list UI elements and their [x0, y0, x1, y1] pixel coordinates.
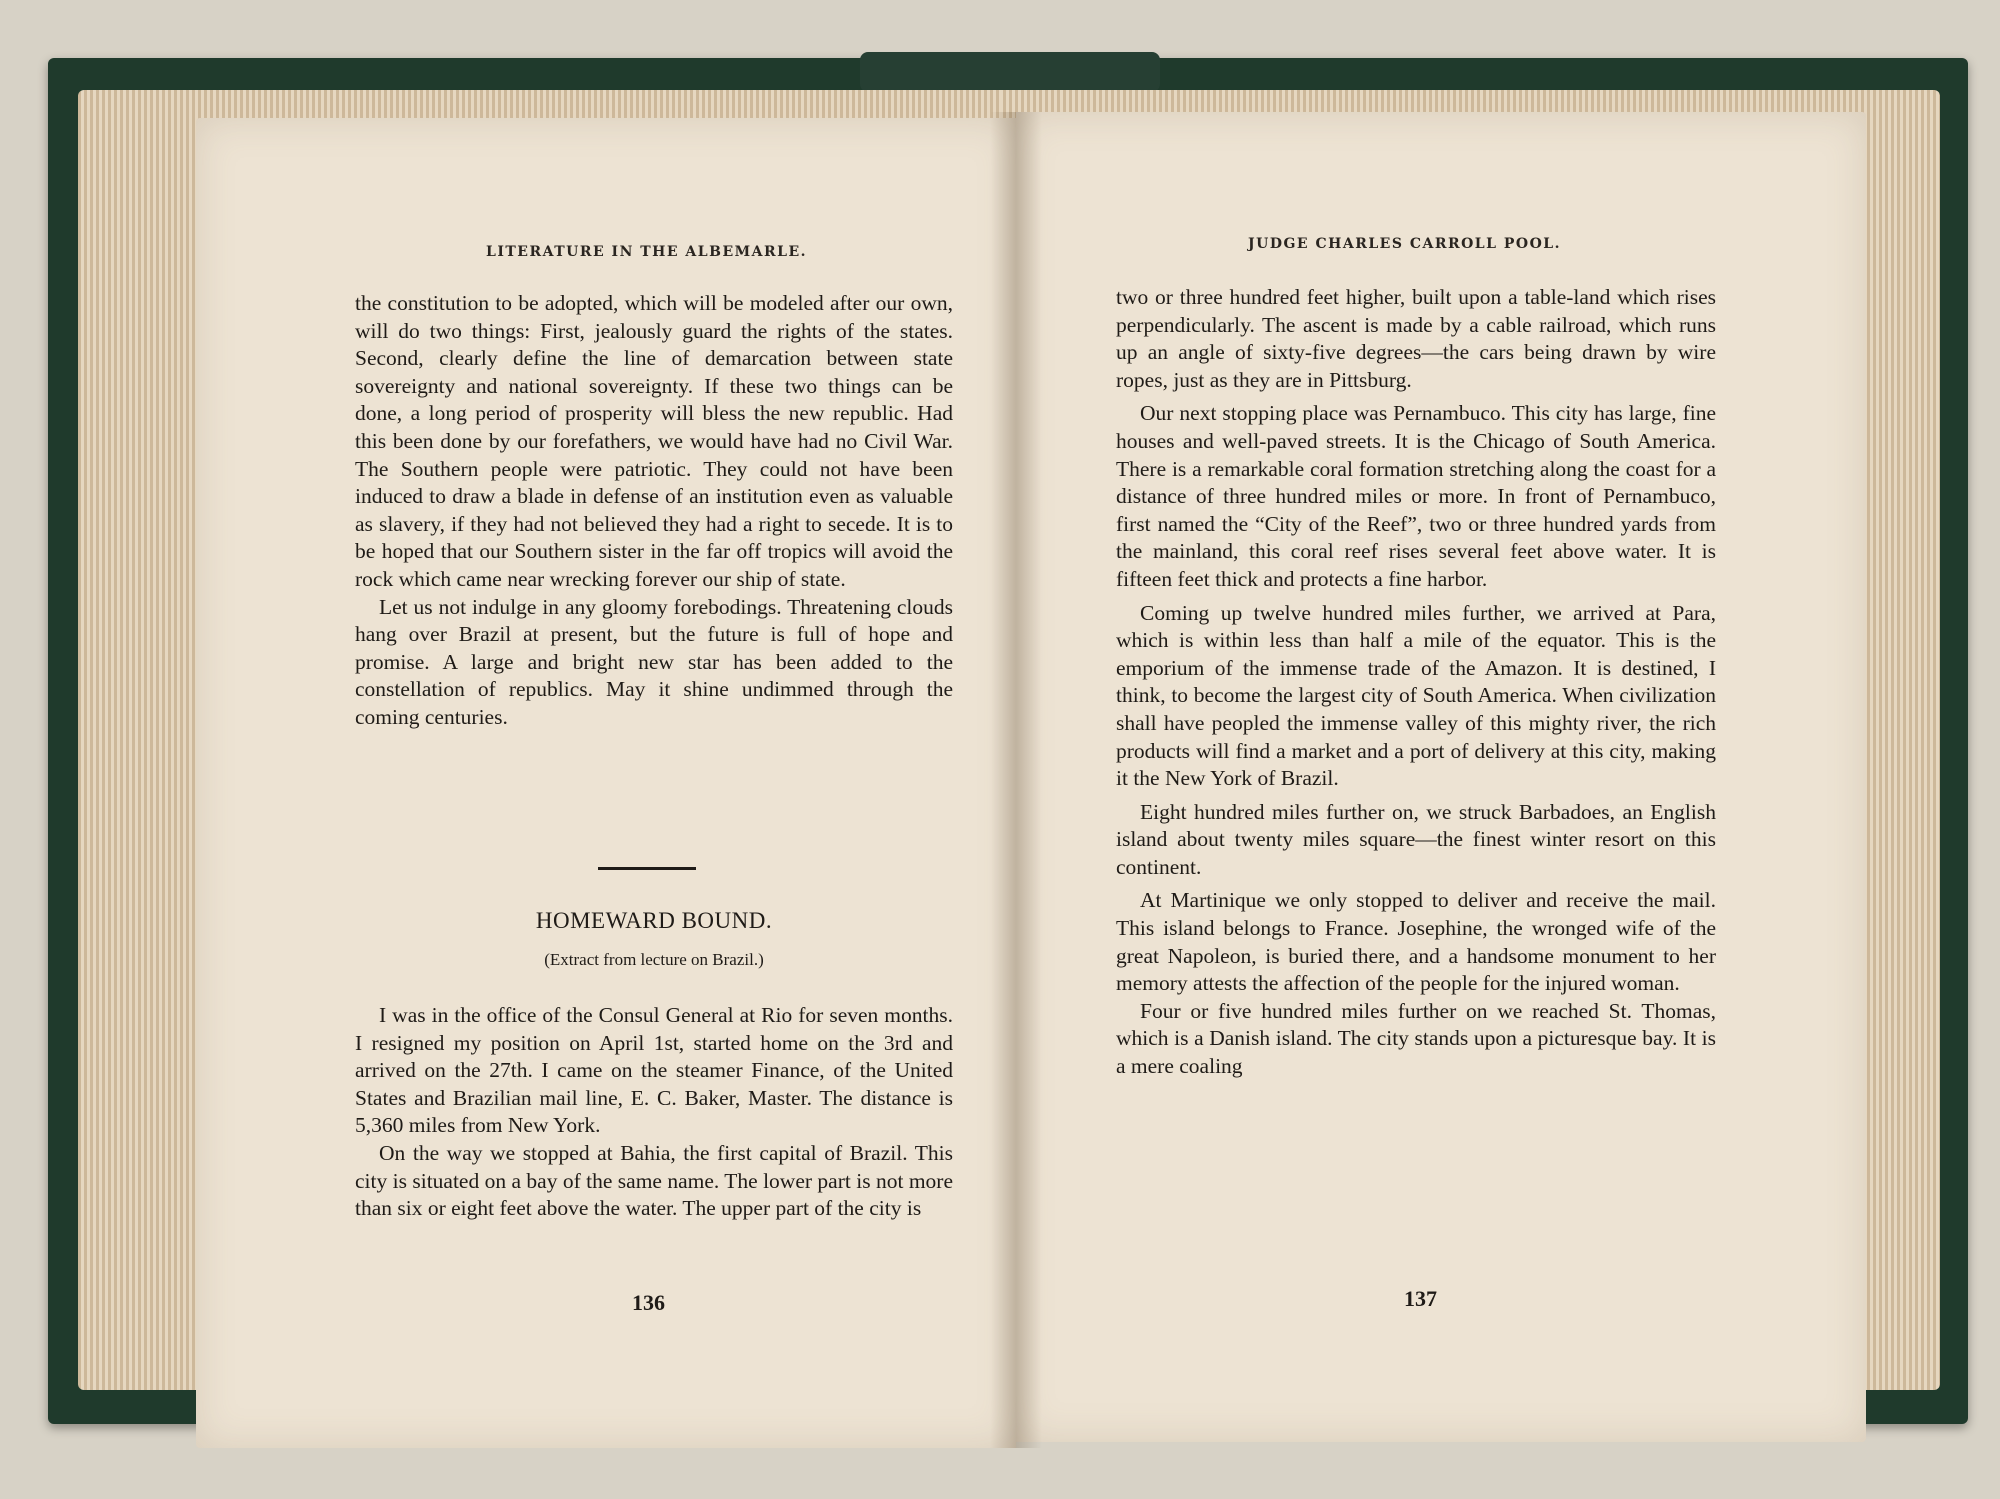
page-number-left: 136	[632, 1290, 665, 1315]
paragraph: Coming up twelve hundred miles further, we arrived at Para, which is within less than half a mile of the equator. This is the emporium of the immense trade of the Amazon. It is destined, I think, to become the largest city of South America. When civilization shall have peopled the immense valley of this mighty river, the rich products will find a market and a port of delivery at this city, making it the New York of Brazil.	[1116, 600, 1716, 791]
left-page-text-bottom	[355, 1002, 953, 1223]
page-number-right: 137	[1404, 1286, 1437, 1311]
right-page-text	[1116, 284, 1716, 1081]
paragraph: Our next stopping place was Pernambuco. This city has large, fine houses and well-paved streets. It is the Chicago of South America. There is a remarkable coral formation stretching along the coast for a distance of three hundred miles or more. In front of Pernambuco, first named the “City of the Reef”, two or three hundred yards from the mainland, this coral reef rises several feet above water. It is fifteen feet thick and protects a fine harbor.	[1116, 401, 1716, 591]
left-page-text-top	[355, 290, 953, 732]
paragraph: On the way we stopped at Bahia, the first capital of Brazil. This city is situated on a bay of the same name. The lower part is not more than six or eight feet above the water. The upper part of the city is	[355, 1140, 953, 1221]
book-gutter	[990, 112, 1042, 1448]
paragraph: Eight hundred miles further on, we struck Barbadoes, an English island about twenty miles square—the finest winter resort on this continent.	[1116, 799, 1716, 879]
right-running-head: JUDGE CHARLES CARROLL POOL.	[1248, 236, 1562, 252]
paragraph: At Martinique we only stopped to deliver and receive the mail. This island belongs to France. Josephine, the wronged wife of the great Napoleon, is buried there, and a handsome monument to her memory attests the affection of the people for the injured woman.	[1116, 888, 1716, 996]
book-spine	[860, 52, 1160, 92]
section-divider	[598, 867, 696, 870]
section-title: HOMEWARD BOUND.	[535, 908, 773, 933]
section-subtitle: (Extract from lecture on Brazil.)	[544, 950, 764, 969]
paragraph: I was in the office of the Consul General at Rio for seven months. I resigned my position on April 1st, started home on the 3rd and arrived on the 27th. I came on the steamer Finance, of the United States and Brazilian mail line, E. C. Baker, Master. The distance is 5,360 miles from New York.	[355, 1003, 953, 1138]
left-running-head: LITERATURE IN THE ALBEMARLE.	[486, 244, 808, 260]
paragraph: Four or five hundred miles further on we reached St. Thomas, which is a Danish island. The city stands upon a picturesque bay. It is a mere coaling	[1116, 998, 1716, 1079]
paragraph: Let us not indulge in any gloomy forebodings. Threatening clouds hang over Brazil at present, but the future is full of hope and promise. A large and bright new star has been added to the constellation of republics. May it shine undimmed through the coming centuries.	[355, 594, 953, 729]
paragraph: the constitution to be adopted, which will be modeled after our own, will do two things: First, jealously guard the rights of the states. Second, clearly define the line of demarcation between state sovereignty and national sovereignty. If these two things can be done, a long period of prosperity will bless the new republic. Had this been done by our forefathers, we would have had no Civil War. The Southern people were patriotic. They could not have been induced to draw a blade in defense of an institution even as valuable as slavery, if they had not believed they had a right to secede. It is to be hoped that our Southern sister in the far off tropics will avoid the rock which came near wrecking forever our ship of state.	[355, 291, 953, 591]
paragraph: two or three hundred feet higher, built upon a table-land which rises perpendicularly. The ascent is made by a cable railroad, which runs up an angle of sixty-five degrees—the cars being drawn by wire ropes, just as they are in Pittsburg.	[1116, 285, 1716, 392]
